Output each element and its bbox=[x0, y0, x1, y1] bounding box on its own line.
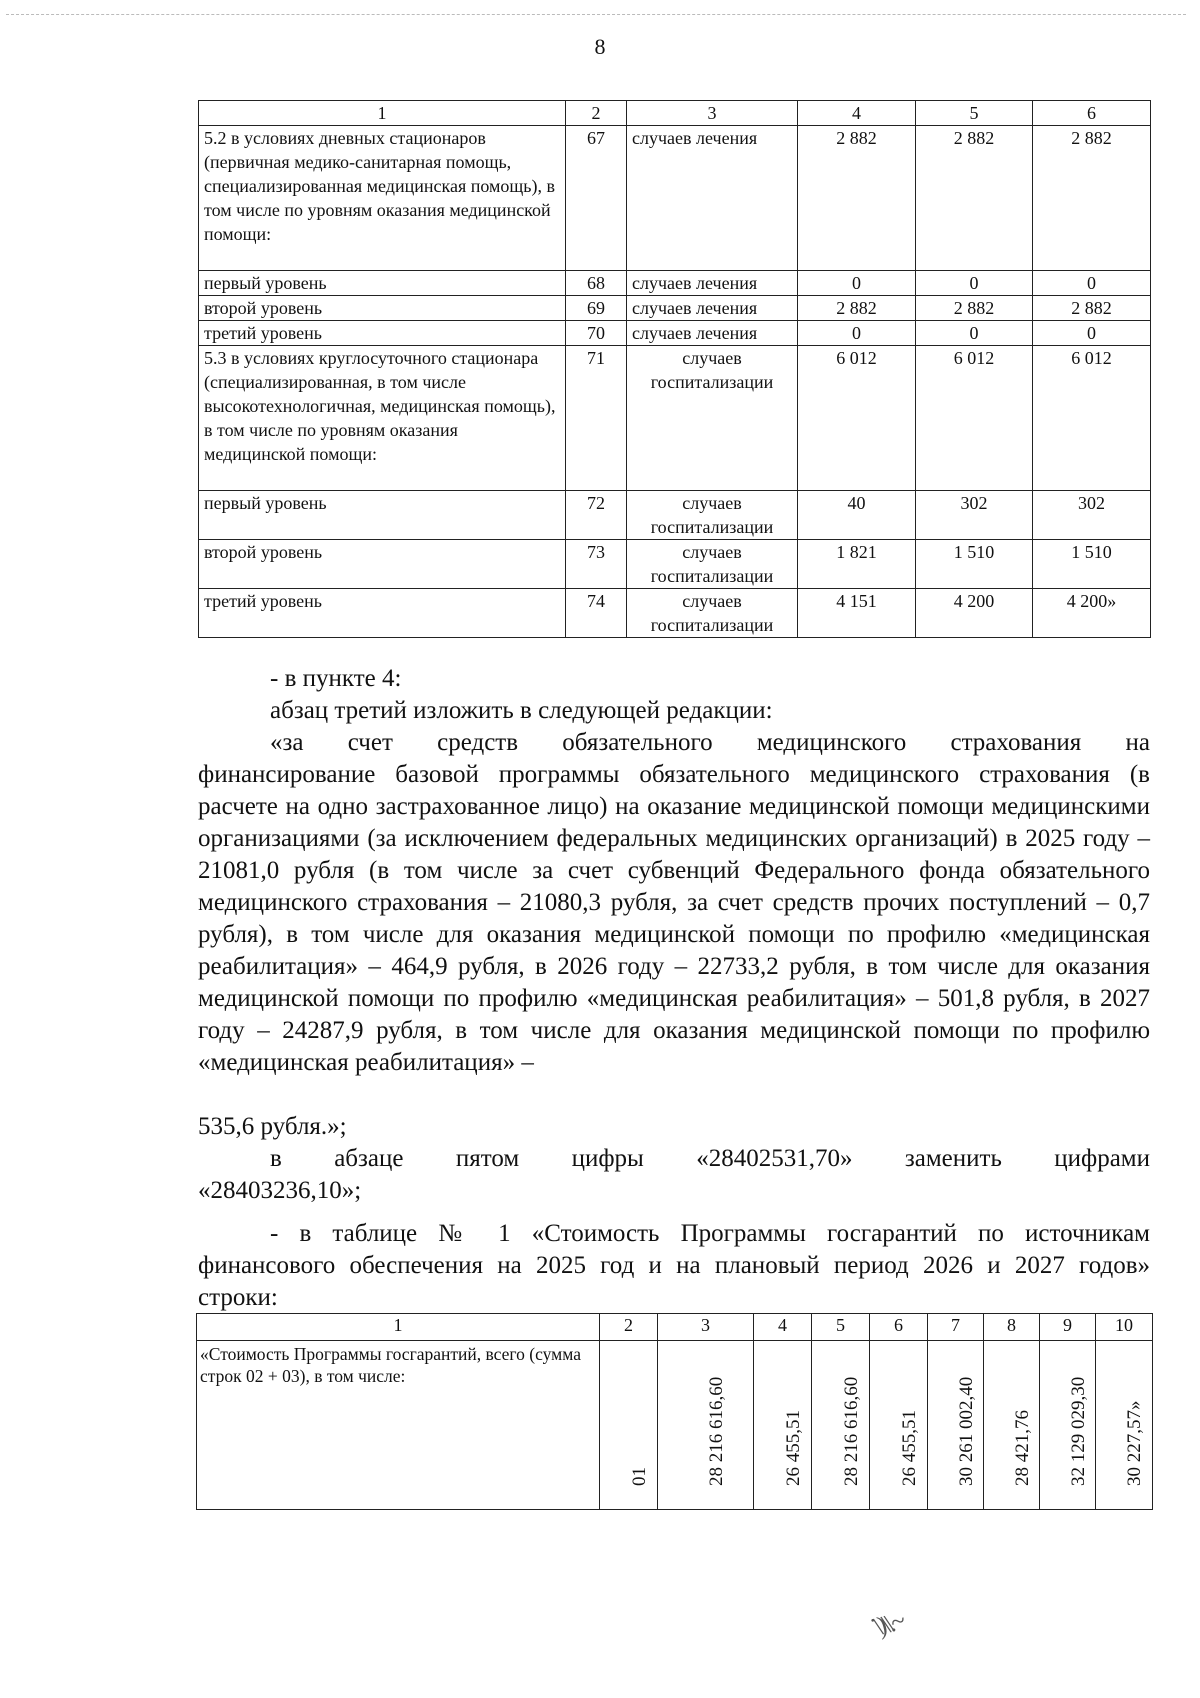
row-code: 68 bbox=[566, 271, 627, 296]
value-2025: 4 151 bbox=[798, 589, 916, 638]
header-cell: 3 bbox=[627, 101, 798, 126]
table-row bbox=[199, 271, 1151, 296]
table-header-row bbox=[197, 1314, 1153, 1341]
value-2025: 1 821 bbox=[798, 540, 916, 589]
row-unit: случаев госпитализации bbox=[627, 491, 798, 540]
value-cell bbox=[870, 1341, 928, 1510]
row-code: 73 bbox=[566, 540, 627, 589]
value-text: 28 216 616,60 bbox=[705, 1376, 727, 1486]
value-2026: 2 882 bbox=[916, 126, 1033, 271]
table-row bbox=[199, 321, 1151, 346]
header-cell: 10 bbox=[1096, 1314, 1153, 1341]
value-text: 26 455,51 bbox=[898, 1410, 920, 1486]
handwritten-mark: ˙\)\\.~ bbox=[866, 1606, 905, 1643]
scan-top-edge bbox=[6, 14, 1186, 15]
value-2026: 4 200 bbox=[916, 589, 1033, 638]
value-2027: 2 882 bbox=[1033, 296, 1151, 321]
row-label: второй уровень bbox=[199, 540, 566, 589]
row-label: третий уровень bbox=[199, 589, 566, 638]
value-cell bbox=[1040, 1341, 1096, 1510]
value-2027: 0 bbox=[1033, 321, 1151, 346]
header-cell: 2 bbox=[566, 101, 627, 126]
row-unit: случаев госпитализации bbox=[627, 346, 798, 491]
value-2026: 1 510 bbox=[916, 540, 1033, 589]
header-cell: 5 bbox=[812, 1314, 870, 1341]
table-row bbox=[199, 540, 1151, 589]
table-row bbox=[199, 346, 1151, 491]
page-number: 8 bbox=[594, 34, 606, 59]
value-cell bbox=[928, 1341, 984, 1510]
paragraph-table-ref-end: строки: bbox=[198, 1284, 278, 1311]
value-cell bbox=[658, 1341, 754, 1510]
value-2026: 0 bbox=[916, 321, 1033, 346]
row-unit: случаев лечения bbox=[627, 126, 798, 271]
value-2025: 0 bbox=[798, 271, 916, 296]
value-2027: 6 012 bbox=[1033, 346, 1151, 491]
paragraph-table-ref-line2: финансового обеспечения на 2025 год и на плановый период 2026 и 2027 годов» bbox=[198, 1252, 1150, 1279]
value-2027: 4 200» bbox=[1033, 589, 1151, 638]
table-row bbox=[199, 491, 1151, 540]
row-code: 69 bbox=[566, 296, 627, 321]
value-2025: 6 012 bbox=[798, 346, 916, 491]
row-label: первый уровень bbox=[199, 491, 566, 540]
table-row bbox=[199, 126, 1151, 271]
value-2027: 0 bbox=[1033, 271, 1151, 296]
value-2025: 2 882 bbox=[798, 296, 916, 321]
value-text: 30 227,57» bbox=[1124, 1400, 1145, 1486]
row-label: второй уровень bbox=[199, 296, 566, 321]
row-code: 01 bbox=[628, 1467, 650, 1486]
value-2025: 0 bbox=[798, 321, 916, 346]
row-code: 67 bbox=[566, 126, 627, 271]
header-cell: 6 bbox=[1033, 101, 1151, 126]
value-2025: 2 882 bbox=[798, 126, 916, 271]
value-text: 28 421,76 bbox=[1011, 1410, 1033, 1486]
value-cell bbox=[984, 1341, 1040, 1510]
value-text: 32 129 029,30 bbox=[1067, 1376, 1089, 1486]
row-unit: случаев лечения bbox=[627, 271, 798, 296]
row-code: 71 bbox=[566, 346, 627, 491]
row-code: 70 bbox=[566, 321, 627, 346]
row-label: первый уровень bbox=[199, 271, 566, 296]
header-cell: 7 bbox=[928, 1314, 984, 1341]
row-label: 5.3 в условиях круглосуточного стационара (специализированная, в том числе высокотехнологичная, медицинская помощь), в том числе по уровням оказания медицинской помощи: bbox=[199, 346, 566, 491]
table-header-row bbox=[199, 101, 1151, 126]
header-cell: 9 bbox=[1040, 1314, 1096, 1341]
header-cell: 6 bbox=[870, 1314, 928, 1341]
value-cell bbox=[754, 1341, 812, 1510]
value-text: 26 455,51 bbox=[782, 1410, 804, 1486]
paragraph-replace-end: «28403236,10»; bbox=[198, 1177, 362, 1204]
value-2027: 302 bbox=[1033, 491, 1151, 540]
table-row bbox=[197, 1341, 1153, 1510]
table-row bbox=[199, 296, 1151, 321]
header-cell: 5 bbox=[916, 101, 1033, 126]
value-cell bbox=[812, 1341, 870, 1510]
table-row bbox=[199, 589, 1151, 638]
indicators-table bbox=[198, 100, 1151, 638]
header-cell: 2 bbox=[600, 1314, 658, 1341]
paragraph-replace-first-line: в абзаце пятом цифры «28402531,70» заменить цифрами bbox=[270, 1145, 1150, 1172]
paragraph-quote-first-line: «за счет средств обязательного медицинского страхования на bbox=[270, 729, 1150, 756]
paragraph-table-ref-line1: - в таблице № 1 «Стоимость Программы госгарантий по источникам bbox=[270, 1220, 1150, 1247]
row-label: 5.2 в условиях дневных стационаров (первичная медико-санитарная помощь, специализированная медицинская помощь), в том числе по уровням оказания медицинской помощи: bbox=[199, 126, 566, 271]
cost-table bbox=[196, 1313, 1153, 1510]
header-cell: 4 bbox=[798, 101, 916, 126]
row-unit: случаев госпитализации bbox=[627, 540, 798, 589]
row-unit: случаев госпитализации bbox=[627, 589, 798, 638]
paragraph-item-4: - в пункте 4: bbox=[270, 665, 402, 692]
value-2026: 2 882 bbox=[916, 296, 1033, 321]
header-cell: 1 bbox=[199, 101, 566, 126]
value-text: 28 216 616,60 bbox=[840, 1376, 862, 1486]
value-2026: 6 012 bbox=[916, 346, 1033, 491]
row-label: «Стоимость Программы госгарантий, всего (сумма строк 02 + 03), в том числе: bbox=[197, 1341, 600, 1510]
header-cell: 8 bbox=[984, 1314, 1040, 1341]
paragraph-instruction: абзац третий изложить в следующей редакции: bbox=[270, 697, 773, 724]
row-unit: случаев лечения bbox=[627, 296, 798, 321]
row-code: 72 bbox=[566, 491, 627, 540]
paragraph-quote-end: 535,6 рубля.»; bbox=[198, 1113, 347, 1140]
value-cell bbox=[1096, 1341, 1153, 1510]
value-2027: 1 510 bbox=[1033, 540, 1151, 589]
value-2026: 0 bbox=[916, 271, 1033, 296]
value-2025: 40 bbox=[798, 491, 916, 540]
header-cell: 4 bbox=[754, 1314, 812, 1341]
value-text: 30 261 002,40 bbox=[955, 1376, 977, 1486]
value-2027: 2 882 bbox=[1033, 126, 1151, 271]
row-label: третий уровень bbox=[199, 321, 566, 346]
header-cell: 1 bbox=[197, 1314, 600, 1341]
row-code: 74 bbox=[566, 589, 627, 638]
paragraph-quote-body: финансирование базовой программы обязательного медицинского страхования (в расчете на одно застрахованное лицо) на оказание медицинской помощи медицинскими организациями (за исключением федеральных медицинских организаций) в 2025 году – 21081,0 рубля (в том числе за счет субвенций Федерального фонда обязательного медицинского страхования – 21080,3 рубля, за счет средств прочих поступлений – 0,7 рубля), в том числе для оказания медицинской помощи по профилю «медицинская реабилитация» – 464,9 рубля, в 2026 году – 22733,2 рубля, в том числе для оказания медицинской помощи по профилю «медицинская реабилитация» – 501,8 рубля, в 2027 году – 24287,9 рубля, в том числе для оказания медицинской помощи по профилю «медицинская реабилитация» – bbox=[198, 761, 1150, 1076]
row-unit: случаев лечения bbox=[627, 321, 798, 346]
header-cell: 3 bbox=[658, 1314, 754, 1341]
value-2026: 302 bbox=[916, 491, 1033, 540]
value-cell bbox=[600, 1341, 658, 1510]
